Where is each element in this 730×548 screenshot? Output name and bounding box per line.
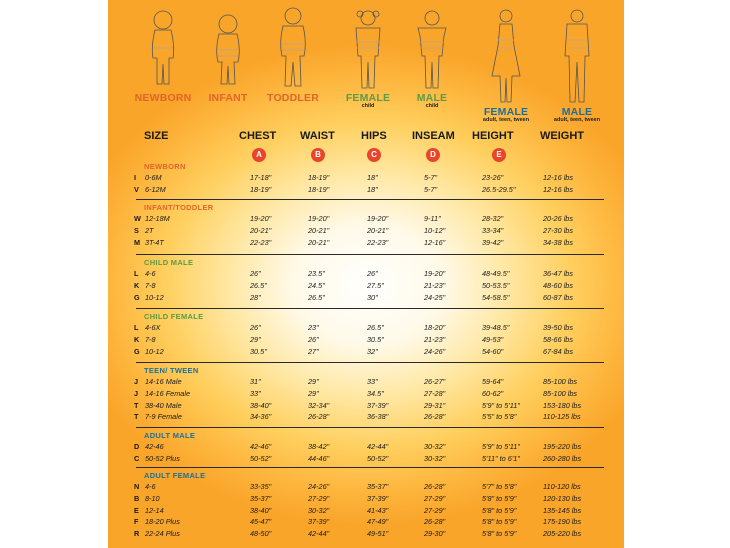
cell-code: N (134, 482, 140, 491)
female-child-figure-icon (348, 6, 388, 92)
table-row (108, 323, 624, 333)
cell-chest: 18-19" (250, 184, 272, 194)
cell-waist: 38-42" (308, 442, 330, 451)
cell-height: 5'5" to 5'8" (482, 412, 517, 422)
table-row (108, 377, 624, 387)
cell-height: 26.5-29.5" (482, 184, 516, 194)
cell-inseam: 5-7" (424, 184, 438, 194)
cell-weight: 34-38 lbs (543, 237, 574, 247)
figure-label: MALE (416, 92, 448, 104)
cell-hips: 18" (367, 184, 378, 194)
figure-sublabel: adult, teen, tween (553, 117, 601, 123)
cell-hips: 20-21" (367, 225, 389, 235)
cell-weight: 110-125 lbs (543, 412, 581, 422)
cell-chest: 42-46" (250, 442, 272, 451)
cell-height: 33-34" (482, 225, 504, 235)
section-title: TEEN/ TWEEN (144, 366, 199, 375)
cell-chest: 35-37" (250, 493, 272, 503)
cell-waist: 23" (308, 323, 319, 332)
cell-size: 14-16 Male (145, 377, 182, 386)
cell-waist: 20-21" (308, 237, 330, 247)
cell-inseam: 10-12" (424, 225, 446, 235)
cell-waist: 42-44" (308, 529, 330, 539)
cell-height: 5'8" to 5'9" (482, 529, 517, 539)
figure-female-child (340, 6, 396, 109)
cell-weight: 39-50 lbs (543, 323, 574, 332)
section-title: INFANT/TODDLER (144, 203, 214, 212)
cell-waist: 44-46" (308, 453, 330, 463)
cell-hips: 47-49" (367, 517, 389, 527)
cell-inseam: 26-27" (424, 377, 446, 386)
cell-code: L (134, 323, 139, 332)
figure-sublabel: adult, teen, tween (482, 117, 530, 123)
cell-hips: 41-43" (367, 505, 389, 515)
cell-inseam: 29-30" (424, 529, 446, 539)
cell-weight: 260-280 lbs (543, 453, 582, 463)
cell-size: 7-9 Female (145, 412, 182, 422)
section-divider (136, 199, 604, 200)
cell-chest: 20-21" (250, 225, 272, 235)
cell-inseam: 19-20" (424, 269, 446, 278)
cell-size: 4-6 (145, 269, 156, 278)
cell-code: I (134, 173, 137, 182)
cell-hips: 49-51" (367, 529, 389, 539)
cell-height: 49-53" (482, 334, 504, 344)
cell-chest: 28" (250, 292, 261, 302)
cell-size: 4-6 (145, 482, 156, 491)
female-adult-figure-icon (486, 6, 526, 106)
cell-hips: 22-23" (367, 237, 389, 247)
cell-size: 12-14 (145, 505, 164, 515)
figure-sublabel: child (425, 103, 439, 109)
cell-code: E (134, 505, 139, 515)
cell-weight: 27-30 lbs (543, 225, 574, 235)
cell-size: 10-12 (145, 292, 164, 302)
cell-waist: 20-21" (308, 225, 330, 235)
cell-hips: 30.5" (367, 334, 384, 344)
cell-inseam: 27-29" (424, 505, 446, 515)
cell-size: 10-12 (145, 346, 164, 356)
male-adult-figure-icon (557, 6, 597, 106)
cell-chest: 26" (250, 323, 261, 332)
header-size: SIZE (144, 130, 169, 142)
cell-waist: 18-19" (308, 184, 330, 194)
size-chart (108, 0, 624, 548)
cell-hips: 34.5" (367, 388, 384, 398)
cell-weight: 58-66 lbs (543, 334, 574, 344)
cell-code: M (134, 237, 141, 247)
cell-size: 22-24 Plus (145, 529, 180, 539)
cell-height: 54-58.5" (482, 292, 510, 302)
figure-male-adult (544, 6, 610, 123)
cell-height: 28-32" (482, 214, 504, 223)
cell-weight: 48-60 lbs (543, 280, 574, 290)
cell-height: 59-64" (482, 377, 504, 386)
cell-inseam: 30-32" (424, 453, 446, 463)
section-divider (136, 427, 604, 428)
cell-hips: 37-39" (367, 493, 389, 503)
cell-inseam: 30-32" (424, 442, 446, 451)
cell-waist: 27-29" (308, 493, 330, 503)
section-title: NEWBORN (144, 162, 186, 171)
cell-weight: 120-130 lbs (543, 493, 582, 503)
cell-waist: 26" (308, 334, 319, 344)
cell-waist: 30-32" (308, 505, 330, 515)
cell-weight: 135-145 lbs (543, 505, 582, 515)
cell-waist: 24-26" (308, 482, 330, 491)
cell-inseam: 18-20" (424, 323, 446, 332)
cell-code: G (134, 346, 140, 356)
cell-size: 3T-4T (145, 237, 164, 247)
cell-weight: 36-47 lbs (543, 269, 574, 278)
cell-height: 48-49.5" (482, 269, 510, 278)
cell-size: 6-12M (145, 184, 166, 194)
cell-weight: 175-190 lbs (543, 517, 582, 527)
cell-waist: 18-19" (308, 173, 330, 182)
cell-chest: 19-20" (250, 214, 272, 223)
cell-hips: 50-52" (367, 453, 389, 463)
cell-code: L (134, 269, 139, 278)
header-inseam: INSEAM (412, 130, 455, 142)
cell-inseam: 21-23" (424, 334, 446, 344)
cell-weight: 85-100 lbs (543, 388, 578, 398)
figure-label: FEMALE (345, 92, 391, 104)
cell-inseam: 26-28" (424, 517, 446, 527)
cell-height: 50-53.5" (482, 280, 510, 290)
section-title: CHILD FEMALE (144, 312, 204, 321)
cell-inseam: 24-26" (424, 346, 446, 356)
cell-size: 2T (145, 225, 154, 235)
cell-chest: 22-23" (250, 237, 272, 247)
cell-size: 38-40 Male (145, 400, 182, 410)
figure-sublabel: child (361, 103, 375, 109)
cell-waist: 19-20" (308, 214, 330, 223)
cell-waist: 32-34" (308, 400, 330, 410)
cell-code: K (134, 334, 140, 344)
table-row (108, 335, 624, 345)
figure-label: INFANT (208, 92, 248, 104)
figure-label: MALE (561, 106, 593, 118)
cell-chest: 26.5" (250, 280, 267, 290)
table-row (108, 482, 624, 492)
measurement-marker-c: C (367, 148, 381, 162)
cell-chest: 50-52" (250, 453, 272, 463)
cell-height: 5'11" to 6'1" (482, 453, 520, 463)
figure-male-child (404, 6, 460, 109)
measurement-marker-e: E (492, 148, 506, 162)
cell-waist: 26-28" (308, 412, 330, 422)
cell-height: 5'7" to 5'8" (482, 482, 517, 491)
header-chest: CHEST (239, 130, 277, 142)
cell-chest: 30.5" (250, 346, 267, 356)
header-waist: WAIST (300, 130, 335, 142)
cell-weight: 153-180 lbs (543, 400, 582, 410)
cell-size: 18-20 Plus (145, 517, 180, 527)
table-row (108, 293, 624, 303)
cell-size: 8-10 (145, 493, 160, 503)
table-row (108, 238, 624, 248)
cell-code: K (134, 280, 140, 290)
cell-inseam: 24-25" (424, 292, 446, 302)
cell-hips: 26.5" (367, 323, 384, 332)
cell-hips: 32" (367, 346, 378, 356)
cell-weight: 12-16 lbs (543, 184, 574, 194)
cell-size: 7-8 (145, 334, 156, 344)
cell-waist: 37-39" (308, 517, 330, 527)
table-row (108, 529, 624, 539)
cell-inseam: 26-28" (424, 482, 446, 491)
cell-hips: 36-38" (367, 412, 389, 422)
cell-code: G (134, 292, 140, 302)
table-row (108, 173, 624, 183)
cell-size: 7-8 (145, 280, 156, 290)
table-row (108, 494, 624, 504)
measurement-marker-d: D (426, 148, 440, 162)
table-row (108, 389, 624, 399)
figure-label: TODDLER (267, 92, 319, 104)
cell-inseam: 27-28" (424, 388, 446, 398)
cell-height: 5'8" to 5'9" (482, 505, 517, 515)
section-divider (136, 467, 604, 468)
cell-height: 54-60" (482, 346, 504, 356)
cell-weight: 67-84 lbs (543, 346, 574, 356)
cell-weight: 110-120 lbs (543, 482, 581, 491)
cell-hips: 19-20" (367, 214, 389, 223)
table-row (108, 517, 624, 527)
cell-waist: 29" (308, 377, 319, 386)
cell-weight: 20-26 lbs (543, 214, 574, 223)
cell-code: S (134, 225, 139, 235)
figure-toddler (258, 6, 328, 104)
section-divider (136, 254, 604, 255)
header-height: HEIGHT (472, 130, 514, 142)
cell-height: 5'9" to 5'11" (482, 400, 520, 410)
table-row (108, 401, 624, 411)
table-row (108, 442, 624, 452)
table-row (108, 226, 624, 236)
cell-code: D (134, 442, 140, 451)
cell-chest: 31" (250, 377, 261, 386)
header-weight: WEIGHT (540, 130, 584, 142)
cell-chest: 45-47" (250, 517, 272, 527)
cell-code: W (134, 214, 141, 223)
cell-code: J (134, 388, 139, 398)
figure-infant (196, 6, 260, 104)
cell-height: 5'8" to 5'9" (482, 517, 517, 527)
figure-newborn (128, 6, 198, 104)
cell-inseam: 27-29" (424, 493, 446, 503)
cell-inseam: 12-16" (424, 237, 446, 247)
cell-chest: 38-40" (250, 400, 272, 410)
cell-code: C (134, 453, 140, 463)
section-title: ADULT FEMALE (144, 471, 206, 480)
measurement-marker-a: A (252, 148, 266, 162)
cell-inseam: 26-28" (424, 412, 446, 422)
table-row (108, 269, 624, 279)
cell-weight: 205-220 lbs (543, 529, 582, 539)
cell-weight: 60-87 lbs (543, 292, 574, 302)
cell-code: T (134, 412, 139, 422)
toddler-figure-icon (273, 6, 313, 92)
cell-size: 42-46 (145, 442, 164, 451)
cell-waist: 29" (308, 388, 319, 398)
infant-figure-icon (208, 6, 248, 92)
table-row (108, 454, 624, 464)
cell-inseam: 9-11" (424, 214, 441, 223)
cell-hips: 30" (367, 292, 378, 302)
cell-code: F (134, 517, 139, 527)
cell-chest: 26" (250, 269, 261, 278)
cell-size: 14-16 Female (145, 388, 191, 398)
cell-code: B (134, 493, 140, 503)
cell-hips: 27.5" (367, 280, 384, 290)
cell-size: 12-18M (145, 214, 170, 223)
table-row (108, 214, 624, 224)
cell-hips: 35-37" (367, 482, 389, 491)
cell-size: 50-52 Plus (145, 453, 180, 463)
cell-weight: 12-16 lbs (543, 173, 574, 182)
cell-hips: 37-39" (367, 400, 389, 410)
table-row (108, 281, 624, 291)
table-row (108, 347, 624, 357)
section-divider (136, 362, 604, 363)
cell-waist: 23.5" (308, 269, 325, 278)
section-title: ADULT MALE (144, 431, 196, 440)
cell-weight: 195-220 lbs (543, 442, 582, 451)
section-divider (136, 308, 604, 309)
cell-height: 60-62" (482, 388, 504, 398)
table-row (108, 506, 624, 516)
cell-hips: 26" (367, 269, 378, 278)
cell-hips: 42-44" (367, 442, 389, 451)
newborn-figure-icon (143, 6, 183, 92)
cell-waist: 26.5" (308, 292, 325, 302)
cell-code: R (134, 529, 140, 539)
cell-inseam: 5-7" (424, 173, 438, 182)
measurement-marker-b: B (311, 148, 325, 162)
cell-chest: 17-18" (250, 173, 272, 182)
figure-label: FEMALE (483, 106, 529, 118)
cell-inseam: 29-31" (424, 400, 446, 410)
cell-size: 0-6M (145, 173, 162, 182)
figure-label: NEWBORN (134, 92, 192, 104)
cell-chest: 33-35" (250, 482, 272, 491)
cell-size: 4-6X (145, 323, 161, 332)
cell-chest: 38-40" (250, 505, 272, 515)
cell-weight: 85-100 lbs (543, 377, 578, 386)
cell-chest: 29" (250, 334, 261, 344)
cell-height: 39-42" (482, 237, 504, 247)
cell-code: V (134, 184, 139, 194)
section-title: CHILD MALE (144, 258, 194, 267)
table-row (108, 185, 624, 195)
male-child-figure-icon (412, 6, 452, 92)
cell-chest: 48-50" (250, 529, 272, 539)
cell-waist: 27" (308, 346, 319, 356)
cell-height: 23-26" (482, 173, 504, 182)
cell-height: 39-48.5" (482, 323, 510, 332)
cell-waist: 24.5" (308, 280, 325, 290)
header-hips: HIPS (361, 130, 387, 142)
cell-chest: 34-36" (250, 412, 272, 422)
cell-inseam: 21-23" (424, 280, 446, 290)
cell-code: T (134, 400, 139, 410)
cell-height: 5'9" to 5'11" (482, 442, 520, 451)
cell-height: 5'8" to 5'9" (482, 493, 517, 503)
cell-code: J (134, 377, 139, 386)
cell-hips: 33" (367, 377, 378, 386)
figure-female-adult (474, 6, 538, 123)
cell-hips: 18" (367, 173, 378, 182)
cell-chest: 33" (250, 388, 261, 398)
table-row (108, 412, 624, 422)
